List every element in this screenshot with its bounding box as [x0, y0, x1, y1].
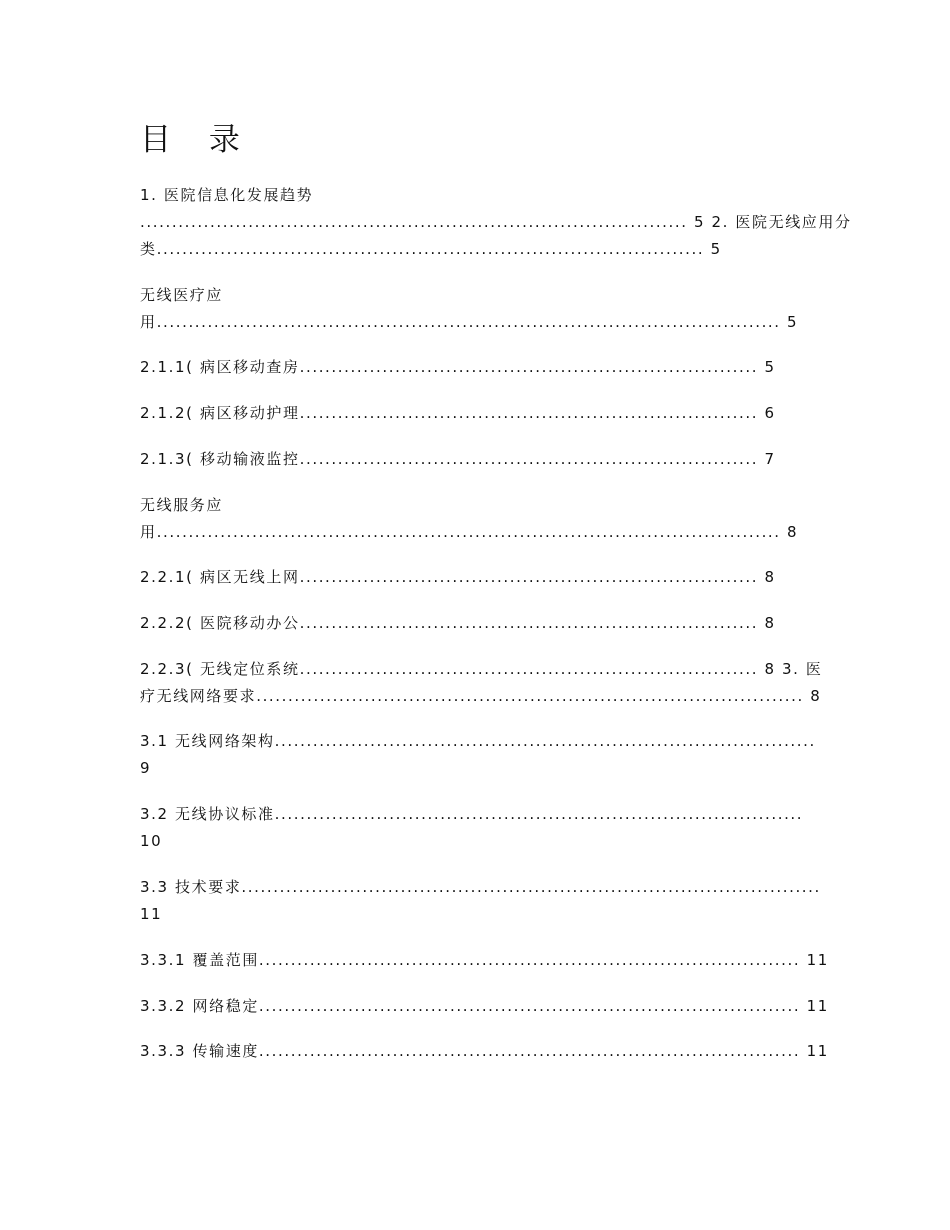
- toc-title: 目 录: [140, 122, 254, 158]
- toc-line: 3.3.1 覆盖范围..................................................................................... 11: [140, 951, 829, 969]
- toc-line: 3.3.2 网络稳定..................................................................................... 11: [140, 997, 829, 1015]
- toc-line: 无线医疗应: [140, 286, 224, 304]
- toc-line: 2.1.1( 病区移动查房........................................................................ 5: [140, 358, 776, 376]
- toc-line: 1. 医院信息化发展趋势: [140, 186, 314, 204]
- toc-line: 无线服务应: [140, 496, 224, 514]
- toc-line: 2.2.2( 医院移动办公........................................................................ 8: [140, 614, 776, 632]
- toc-line: 2.2.3( 无线定位系统........................................................................ 8 3. 医: [140, 660, 823, 678]
- toc-line: 2.1.3( 移动输液监控........................................................................ 7: [140, 450, 776, 468]
- toc-line: 2.1.2( 病区移动护理........................................................................ 6: [140, 404, 776, 422]
- toc-line: ...................................................................................... 5 2. 医院无线应用分: [140, 213, 852, 231]
- toc-line: 类...................................................................................... 5: [140, 240, 722, 258]
- toc-line: 9: [140, 759, 152, 777]
- toc-line: 3.3 技术要求...........................................................................................: [140, 878, 821, 896]
- toc-line: 10: [140, 832, 163, 850]
- toc-line: 11: [140, 905, 163, 923]
- toc-line: 用.................................................................................................. 5: [140, 313, 799, 331]
- toc-line: 用.................................................................................................. 8: [140, 523, 799, 541]
- toc-line: 疗无线网络要求...................................................................................... 8: [140, 687, 822, 705]
- toc-line: 2.2.1( 病区无线上网........................................................................ 8: [140, 568, 776, 586]
- toc-line: 3.1 无线网络架构.....................................................................................: [140, 732, 816, 750]
- toc-line: 3.2 无线协议标准...................................................................................: [140, 805, 804, 823]
- toc-line: 3.3.3 传输速度..................................................................................... 11: [140, 1042, 829, 1060]
